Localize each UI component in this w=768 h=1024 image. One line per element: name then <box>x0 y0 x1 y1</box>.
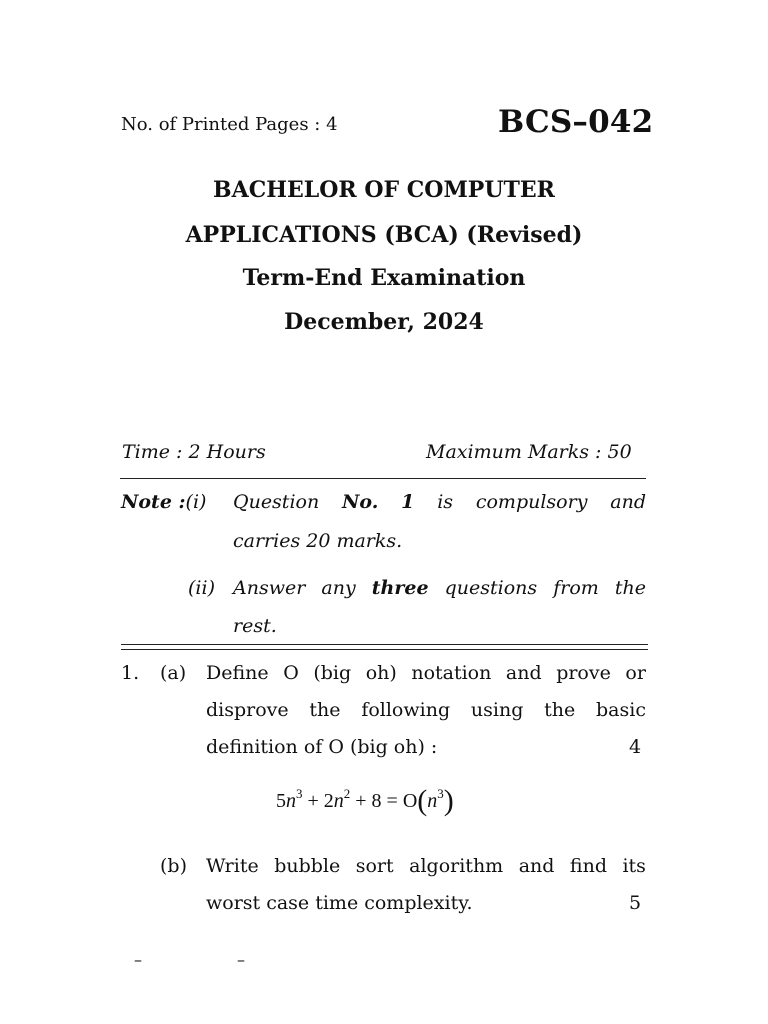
note-item-1-number: (i) <box>185 491 207 513</box>
note-item-1 <box>121 491 646 513</box>
word: bubble <box>274 855 341 877</box>
word: disprove <box>206 699 289 721</box>
word: the <box>309 699 341 721</box>
word: or <box>625 662 646 684</box>
footer-dash-2: – <box>237 950 245 969</box>
word: oh) <box>365 662 397 684</box>
part-a-marks: 4 <box>629 736 642 758</box>
note-word: and <box>610 491 646 513</box>
note-word: questions <box>444 577 538 599</box>
word: its <box>622 855 646 877</box>
word: basic <box>596 699 646 721</box>
word: following <box>361 699 451 721</box>
left-paren: ( <box>417 784 428 817</box>
word: algorithm <box>409 855 504 877</box>
part-a-line-3: definition of O (big oh) : <box>206 736 438 758</box>
note-word: any <box>321 577 356 599</box>
word: O <box>283 662 299 684</box>
right-paren: ) <box>443 784 454 817</box>
note-word: three <box>371 577 429 599</box>
note-item-2-number: (ii) <box>188 577 215 599</box>
word: Write <box>206 855 259 877</box>
big-o-equation <box>276 786 454 816</box>
title-line-2: APPLICATIONS (BCA) (Revised) <box>185 222 583 248</box>
note-item-1-continuation: carries 20 marks. <box>233 530 403 552</box>
word: the <box>544 699 576 721</box>
exam-type: Term-End Examination <box>242 265 526 291</box>
part-a-line-1 <box>206 662 646 684</box>
word: Define <box>206 662 269 684</box>
eq-exponent: 2 <box>343 786 351 801</box>
eq-variable: n <box>427 790 438 812</box>
eq-term: + 8 = O <box>350 790 418 812</box>
note-word: Question <box>233 491 320 513</box>
word: prove <box>556 662 611 684</box>
word: find <box>569 855 607 877</box>
note-word: No. <box>342 491 379 513</box>
word: and <box>518 855 555 877</box>
word: using <box>470 699 524 721</box>
printed-pages-count: No. of Printed Pages : 4 <box>121 114 338 135</box>
course-code: BCS–042 <box>498 104 654 140</box>
part-b-line-1 <box>206 855 646 877</box>
note-word: compulsory <box>475 491 588 513</box>
part-b-marks: 5 <box>629 892 642 914</box>
eq-exponent: 3 <box>437 786 444 801</box>
word: and <box>505 662 542 684</box>
eq-variable: n <box>333 790 344 812</box>
double-divider-top <box>121 644 648 645</box>
double-divider-bottom <box>121 649 648 650</box>
footer-dash-1: – <box>134 950 142 969</box>
divider <box>120 478 646 479</box>
question-number: 1. <box>121 662 140 684</box>
note-item-2 <box>121 577 646 599</box>
exam-date: December, 2024 <box>284 309 484 335</box>
part-a-label: (a) <box>160 662 187 684</box>
note-label: Note : <box>121 491 186 513</box>
part-b-line-2: worst case time complexity. <box>206 892 473 914</box>
note-word: is <box>437 491 454 513</box>
maximum-marks: Maximum Marks : 50 <box>426 441 632 463</box>
title-line-1: BACHELOR OF COMPUTER <box>213 177 555 203</box>
part-b-label: (b) <box>160 855 187 877</box>
eq-coefficient: 5 <box>276 790 286 812</box>
word: (big <box>313 662 352 684</box>
note-word: the <box>614 577 646 599</box>
note-word: 1 <box>401 491 415 513</box>
note-word: from <box>553 577 599 599</box>
eq-variable: n <box>286 790 296 812</box>
note-item-2-continuation: rest. <box>233 615 277 637</box>
exam-time: Time : 2 Hours <box>122 441 266 463</box>
part-a-line-2 <box>206 699 646 721</box>
word: sort <box>355 855 394 877</box>
eq-term: + 2 <box>302 790 334 812</box>
word: notation <box>411 662 492 684</box>
eq-exponent: 3 <box>296 786 303 801</box>
note-word: Answer <box>233 577 306 599</box>
